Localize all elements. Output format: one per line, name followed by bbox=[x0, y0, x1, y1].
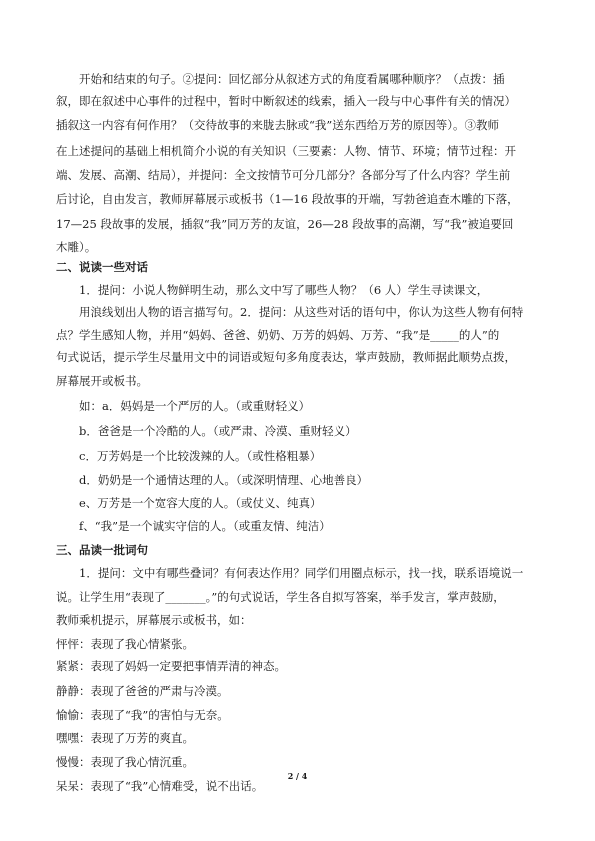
text-line: 如：a．妈妈是一个严厉的人。（或重财轻义） bbox=[56, 399, 311, 413]
text-line: 紧紧：表现了妈妈一定要把事情弄清的神态。 bbox=[56, 659, 286, 673]
text-line: 端、发展、高潮、结局），并提问：全文按情节可分几部分？各部分写了什么内容？学生前 bbox=[56, 168, 511, 182]
section-heading: 三、品读一批词句 bbox=[56, 543, 148, 557]
text-line: 1．提问：小说人物鲜明生动，那么文中写了哪些人物？（6 人）学生寻读课文， bbox=[56, 283, 489, 297]
text-line: 17—25 段故事的发展，插叙“我”同万芳的友谊，26—28 段故事的高潮，写“我”被追要回 bbox=[56, 217, 514, 231]
text-line: 插叙这一内容有何作用？（交待故事的来胧去脉或“我”送东西给万芳的原因等）。③教师 bbox=[56, 118, 500, 132]
section-heading: 二、说读一些对话 bbox=[56, 260, 148, 274]
text-line: 开始和结束的句子。②提问：回忆部分从叙述方式的角度看属哪种顺序？（点拨：插 bbox=[56, 72, 505, 86]
text-line: 句式说话，提示学生尽量用文中的词语或短句多角度表达，掌声鼓励，教师据此顺势点拨， bbox=[56, 350, 516, 364]
text-line: e、万芳是一个宽容大度的人。（或仗义、纯真） bbox=[56, 496, 322, 510]
text-line: 屏幕展开或板书。 bbox=[56, 374, 148, 388]
text-line: 1．提问：文中有哪些叠词？有何表达作用？同学们用圈点标示，找一找，联系语境说一 bbox=[56, 566, 524, 580]
text-line: 怦怦：表现了我心情紧张。 bbox=[56, 637, 194, 651]
text-line: c．万芳妈是一个比较泼辣的人。（或性格粗暴） bbox=[56, 449, 322, 463]
text-line: 慢慢：表现了我心情沉重。 bbox=[56, 755, 194, 769]
text-line: 呆呆：表现了“我”心情难受，说不出话。 bbox=[56, 779, 264, 793]
text-line: 愉愉：表现了“我”的害怕与无奈。 bbox=[56, 708, 229, 722]
text-line: 后讨论，自由发言，教师屏幕展示或板书（1—16 段故事的开端，写勃爸追查木雕的下落， bbox=[56, 192, 519, 206]
text-line: d．奶奶是一个通情达理的人。（或深明情理、心地善良） bbox=[56, 473, 369, 487]
text-line: 在上述提问的基础上相机简介小说的有关知识（三要素：人物、情节、环境；情节过程：开 bbox=[56, 144, 516, 158]
text-line: 叙，即在叙述中心事件的过程中，暂时中断叙述的线索，插入一段与中心事件有关的情况） bbox=[56, 94, 516, 108]
text-line: 用浪线划出人物的语言描写句。2．提问：从这些对话的语句中，你认为这些人物有何特 bbox=[56, 305, 524, 319]
text-line: 点？学生感知人物，并用“妈妈、爸爸、奶奶、万芳的妈妈、万芳、“我”是_____的人”的 bbox=[56, 328, 500, 342]
text-line: 静静：表现了爸爸的严肃与冷漠。 bbox=[56, 684, 229, 698]
text-line: 嘿嘿：表现了万芳的爽直。 bbox=[56, 731, 194, 745]
text-line: f、“我”是一个诚实守信的人。（或重友情、纯洁） bbox=[56, 519, 331, 533]
text-line: b．爸爸是一个冷酷的人。（或严肃、冷漠、重财轻义） bbox=[56, 424, 357, 438]
page-number: 2 / 4 bbox=[287, 771, 308, 781]
text-line: 说。让学生用“表现了_______。”的句式说话，学生各自拟写答案，举手发言，掌声鼓励， bbox=[56, 590, 505, 604]
text-line: 木雕）。 bbox=[56, 240, 97, 254]
text-line: 教师乘机提示，屏幕展示或板书，如： bbox=[56, 613, 252, 627]
